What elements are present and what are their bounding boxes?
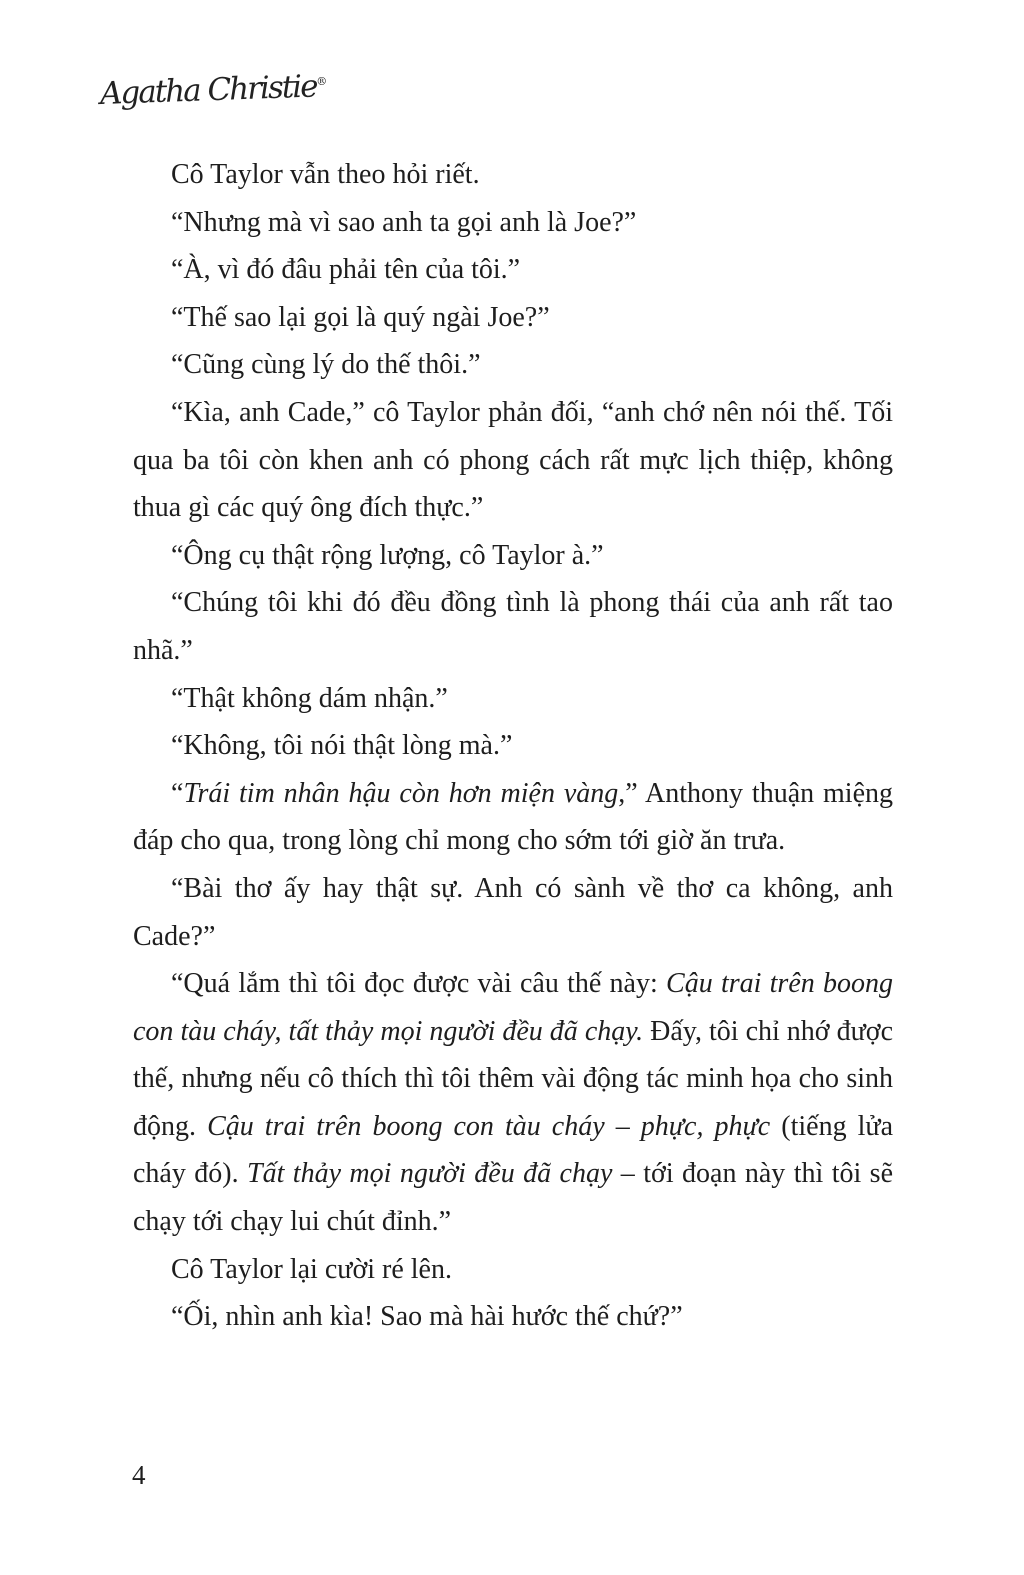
text-run: – tới đoạn này thì tôi sẽ chạy tới chạy lui chút đỉnh.” (133, 1158, 893, 1238)
page-number: 4 (132, 1460, 146, 1490)
paragraph (133, 389, 893, 532)
paragraph (133, 246, 893, 294)
text-run: “À, vì đó đâu phải tên của tôi.” (171, 254, 521, 286)
text-run: “Quá lắm thì tôi đọc được vài câu thế này: (171, 968, 667, 1000)
text-run: ,” Anthony thuận miệng đáp cho qua, trong lòng chỉ mong cho sớm tới giờ ăn trưa. (133, 777, 894, 857)
text-run: “Bài thơ ấy hay thật sự. Anh có sành về thơ ca không, anh Cade?” (133, 872, 893, 952)
text-run: “Cũng cùng lý do thế thôi.” (171, 349, 481, 381)
text-run: “Không, tôi nói thật lòng mà.” (171, 730, 513, 762)
paragraph (133, 341, 893, 389)
italic-text-run: Trái tim nhân hậu còn hơn miện vàng (183, 777, 619, 809)
text-run: “Thế sao lại gọi là quý ngài Joe?” (171, 301, 550, 333)
text-run: Cô Taylor vẫn theo hỏi riết. (171, 159, 480, 190)
italic-text-run: Tất thảy mọi người đều đã chạy (247, 1158, 613, 1190)
text-run: “ (171, 777, 184, 809)
page-body-text (133, 151, 893, 1341)
signature-text: Agatha Christie (99, 68, 318, 112)
paragraph (133, 294, 893, 342)
text-run: “Thật không dám nhận.” (171, 682, 448, 714)
italic-text-run: Cậu trai trên boong con tàu cháy – phực, phực (207, 1110, 771, 1142)
paragraph (133, 722, 893, 770)
paragraph (133, 675, 893, 723)
paragraph (133, 151, 893, 199)
registered-trademark-mark: ® (316, 74, 328, 89)
text-run: “Chúng tôi khi đó đều đồng tình là phong thái của anh rất tao nhã.” (133, 587, 893, 666)
text-run: Cô Taylor lại cười ré lên. (171, 1253, 452, 1285)
paragraph (133, 199, 893, 247)
paragraph (133, 770, 893, 865)
text-run: “Ối, nhìn anh kìa! Sao mà hài hước thế chứ?” (171, 1301, 683, 1333)
text-run: (tiếng lửa cháy đó). (133, 1110, 893, 1190)
agatha-christie-signature-logo (99, 68, 328, 112)
text-run: “Nhưng mà vì sao anh ta gọi anh là Joe?” (171, 206, 637, 238)
paragraph (133, 579, 893, 674)
italic-text-run: Cậu trai trên boong con tàu cháy, tất thảy mọi người đều đã chạy. (133, 968, 894, 1047)
paragraph (133, 865, 893, 960)
paragraph (133, 532, 893, 580)
paragraph (133, 960, 893, 1246)
paragraph (133, 1246, 893, 1294)
paragraph (133, 1293, 893, 1341)
text-run: Đấy, tôi chỉ nhớ được thế, nhưng nếu cô thích thì tôi thêm vài động tác minh họa cho sinh động. (133, 1015, 894, 1142)
text-run: “Kìa, anh Cade,” cô Taylor phản đối, “anh chớ nên nói thế. Tối qua ba tôi còn khen anh có phong cách rất mực lịch thiệp, không thua gì các quý ông đích thực.” (133, 396, 893, 524)
text-run: “Ông cụ thật rộng lượng, cô Taylor à.” (171, 539, 604, 571)
